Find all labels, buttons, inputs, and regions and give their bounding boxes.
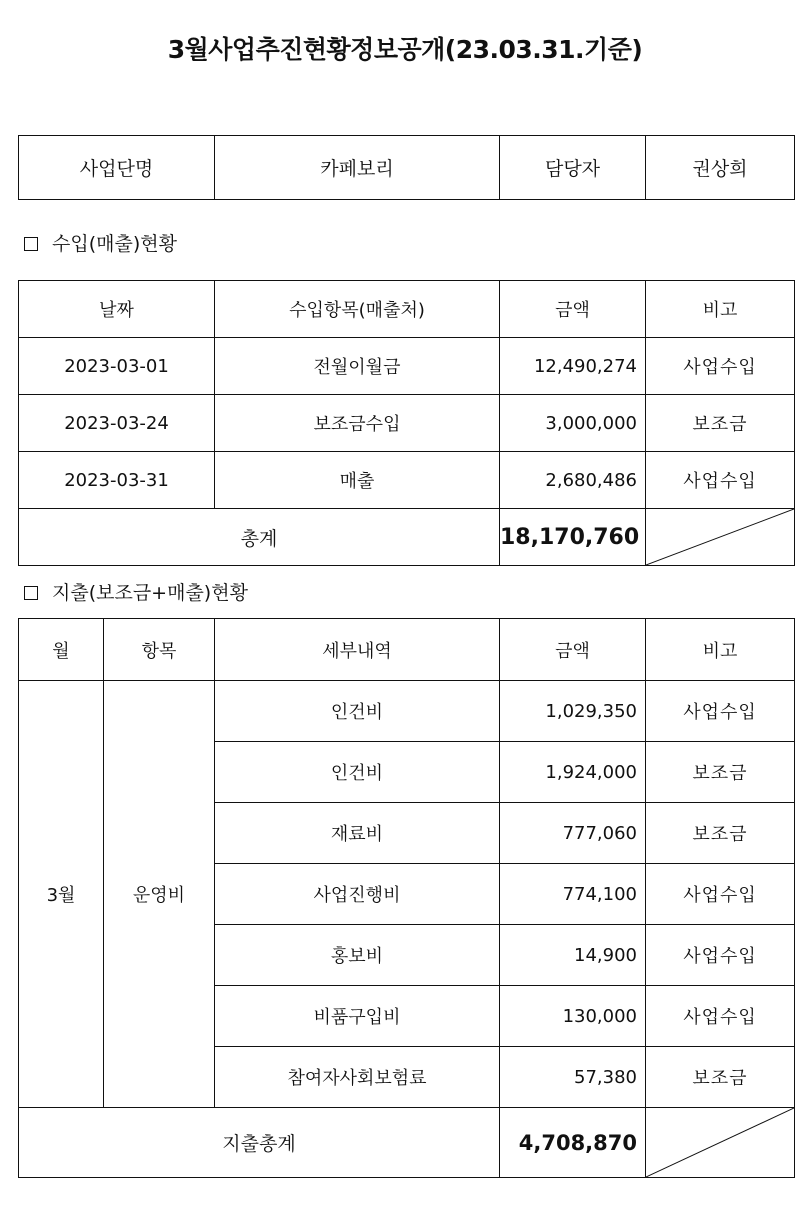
income-date: 2023-03-24 [19, 395, 215, 452]
expense-amount: 777,060 [500, 803, 646, 864]
expense-amount: 1,924,000 [500, 742, 646, 803]
checkbox-square-icon [24, 237, 38, 251]
income-item: 매출 [215, 452, 500, 509]
manager-name: 권상희 [646, 136, 795, 200]
header-date: 날짜 [19, 281, 215, 338]
header-item: 수입항목(매출처) [215, 281, 500, 338]
expense-heading-text: 지출(보조금+매출)현황 [52, 582, 248, 604]
income-total-row [19, 509, 795, 566]
income-amount: 3,000,000 [500, 395, 646, 452]
expense-month: 3월 [19, 681, 104, 1108]
header-note: 비고 [646, 281, 795, 338]
expense-amount: 1,029,350 [500, 681, 646, 742]
expense-category: 운영비 [104, 681, 215, 1108]
header-amount: 금액 [500, 619, 646, 681]
expense-note: 사업수입 [646, 986, 795, 1047]
expense-note: 사업수입 [646, 681, 795, 742]
expense-amount: 14,900 [500, 925, 646, 986]
expense-total-row [19, 1108, 795, 1178]
income-row [19, 395, 795, 452]
business-name: 카페보리 [215, 136, 500, 200]
header-category: 항목 [104, 619, 215, 681]
expense-note: 사업수입 [646, 864, 795, 925]
expense-note: 보조금 [646, 742, 795, 803]
income-heading-text: 수입(매출)현황 [52, 233, 177, 255]
income-row [19, 338, 795, 395]
income-item: 보조금수입 [215, 395, 500, 452]
income-note: 보조금 [646, 395, 795, 452]
expense-detail: 비품구입비 [215, 986, 500, 1047]
header-amount: 금액 [500, 281, 646, 338]
header-month: 월 [19, 619, 104, 681]
income-date: 2023-03-31 [19, 452, 215, 509]
expense-amount: 774,100 [500, 864, 646, 925]
manager-label: 담당자 [500, 136, 646, 200]
diagonal-line [646, 1108, 794, 1177]
header-detail: 세부내역 [215, 619, 500, 681]
income-note: 사업수입 [646, 338, 795, 395]
income-note: 사업수입 [646, 452, 795, 509]
header-note: 비고 [646, 619, 795, 681]
income-amount: 2,680,486 [500, 452, 646, 509]
checkbox-square-icon [24, 586, 38, 600]
expense-detail: 인건비 [215, 742, 500, 803]
income-amount: 12,490,274 [500, 338, 646, 395]
page-title: 3월사업추진현황정보공개(23.03.31.기준) [167, 35, 643, 64]
diagonal-empty-cell [646, 1108, 795, 1178]
expense-total-label: 지출총계 [19, 1108, 500, 1178]
income-total-amount: 18,170,760 [500, 509, 646, 566]
expense-detail: 사업진행비 [215, 864, 500, 925]
income-row [19, 452, 795, 509]
income-date: 2023-03-01 [19, 338, 215, 395]
expense-amount: 130,000 [500, 986, 646, 1047]
expense-section-heading [24, 578, 248, 605]
expense-detail: 재료비 [215, 803, 500, 864]
business-label: 사업단명 [19, 136, 215, 200]
income-section-heading [24, 229, 177, 256]
expense-amount: 57,380 [500, 1047, 646, 1108]
expense-note: 사업수입 [646, 925, 795, 986]
diagonal-empty-cell [646, 509, 795, 566]
expense-detail: 홍보비 [215, 925, 500, 986]
expense-header-row [19, 619, 795, 681]
business-info-row [19, 136, 795, 200]
expense-note: 보조금 [646, 803, 795, 864]
income-item: 전월이월금 [215, 338, 500, 395]
expense-total-amount: 4,708,870 [500, 1108, 646, 1178]
expense-row [19, 681, 795, 742]
expense-table [18, 618, 795, 1178]
expense-detail: 인건비 [215, 681, 500, 742]
business-info-table [18, 135, 795, 200]
income-header-row [19, 281, 795, 338]
expense-detail: 참여자사회보험료 [215, 1047, 500, 1108]
diagonal-line [646, 509, 794, 565]
expense-note: 보조금 [646, 1047, 795, 1108]
income-table [18, 280, 795, 566]
income-total-label: 총계 [19, 509, 500, 566]
